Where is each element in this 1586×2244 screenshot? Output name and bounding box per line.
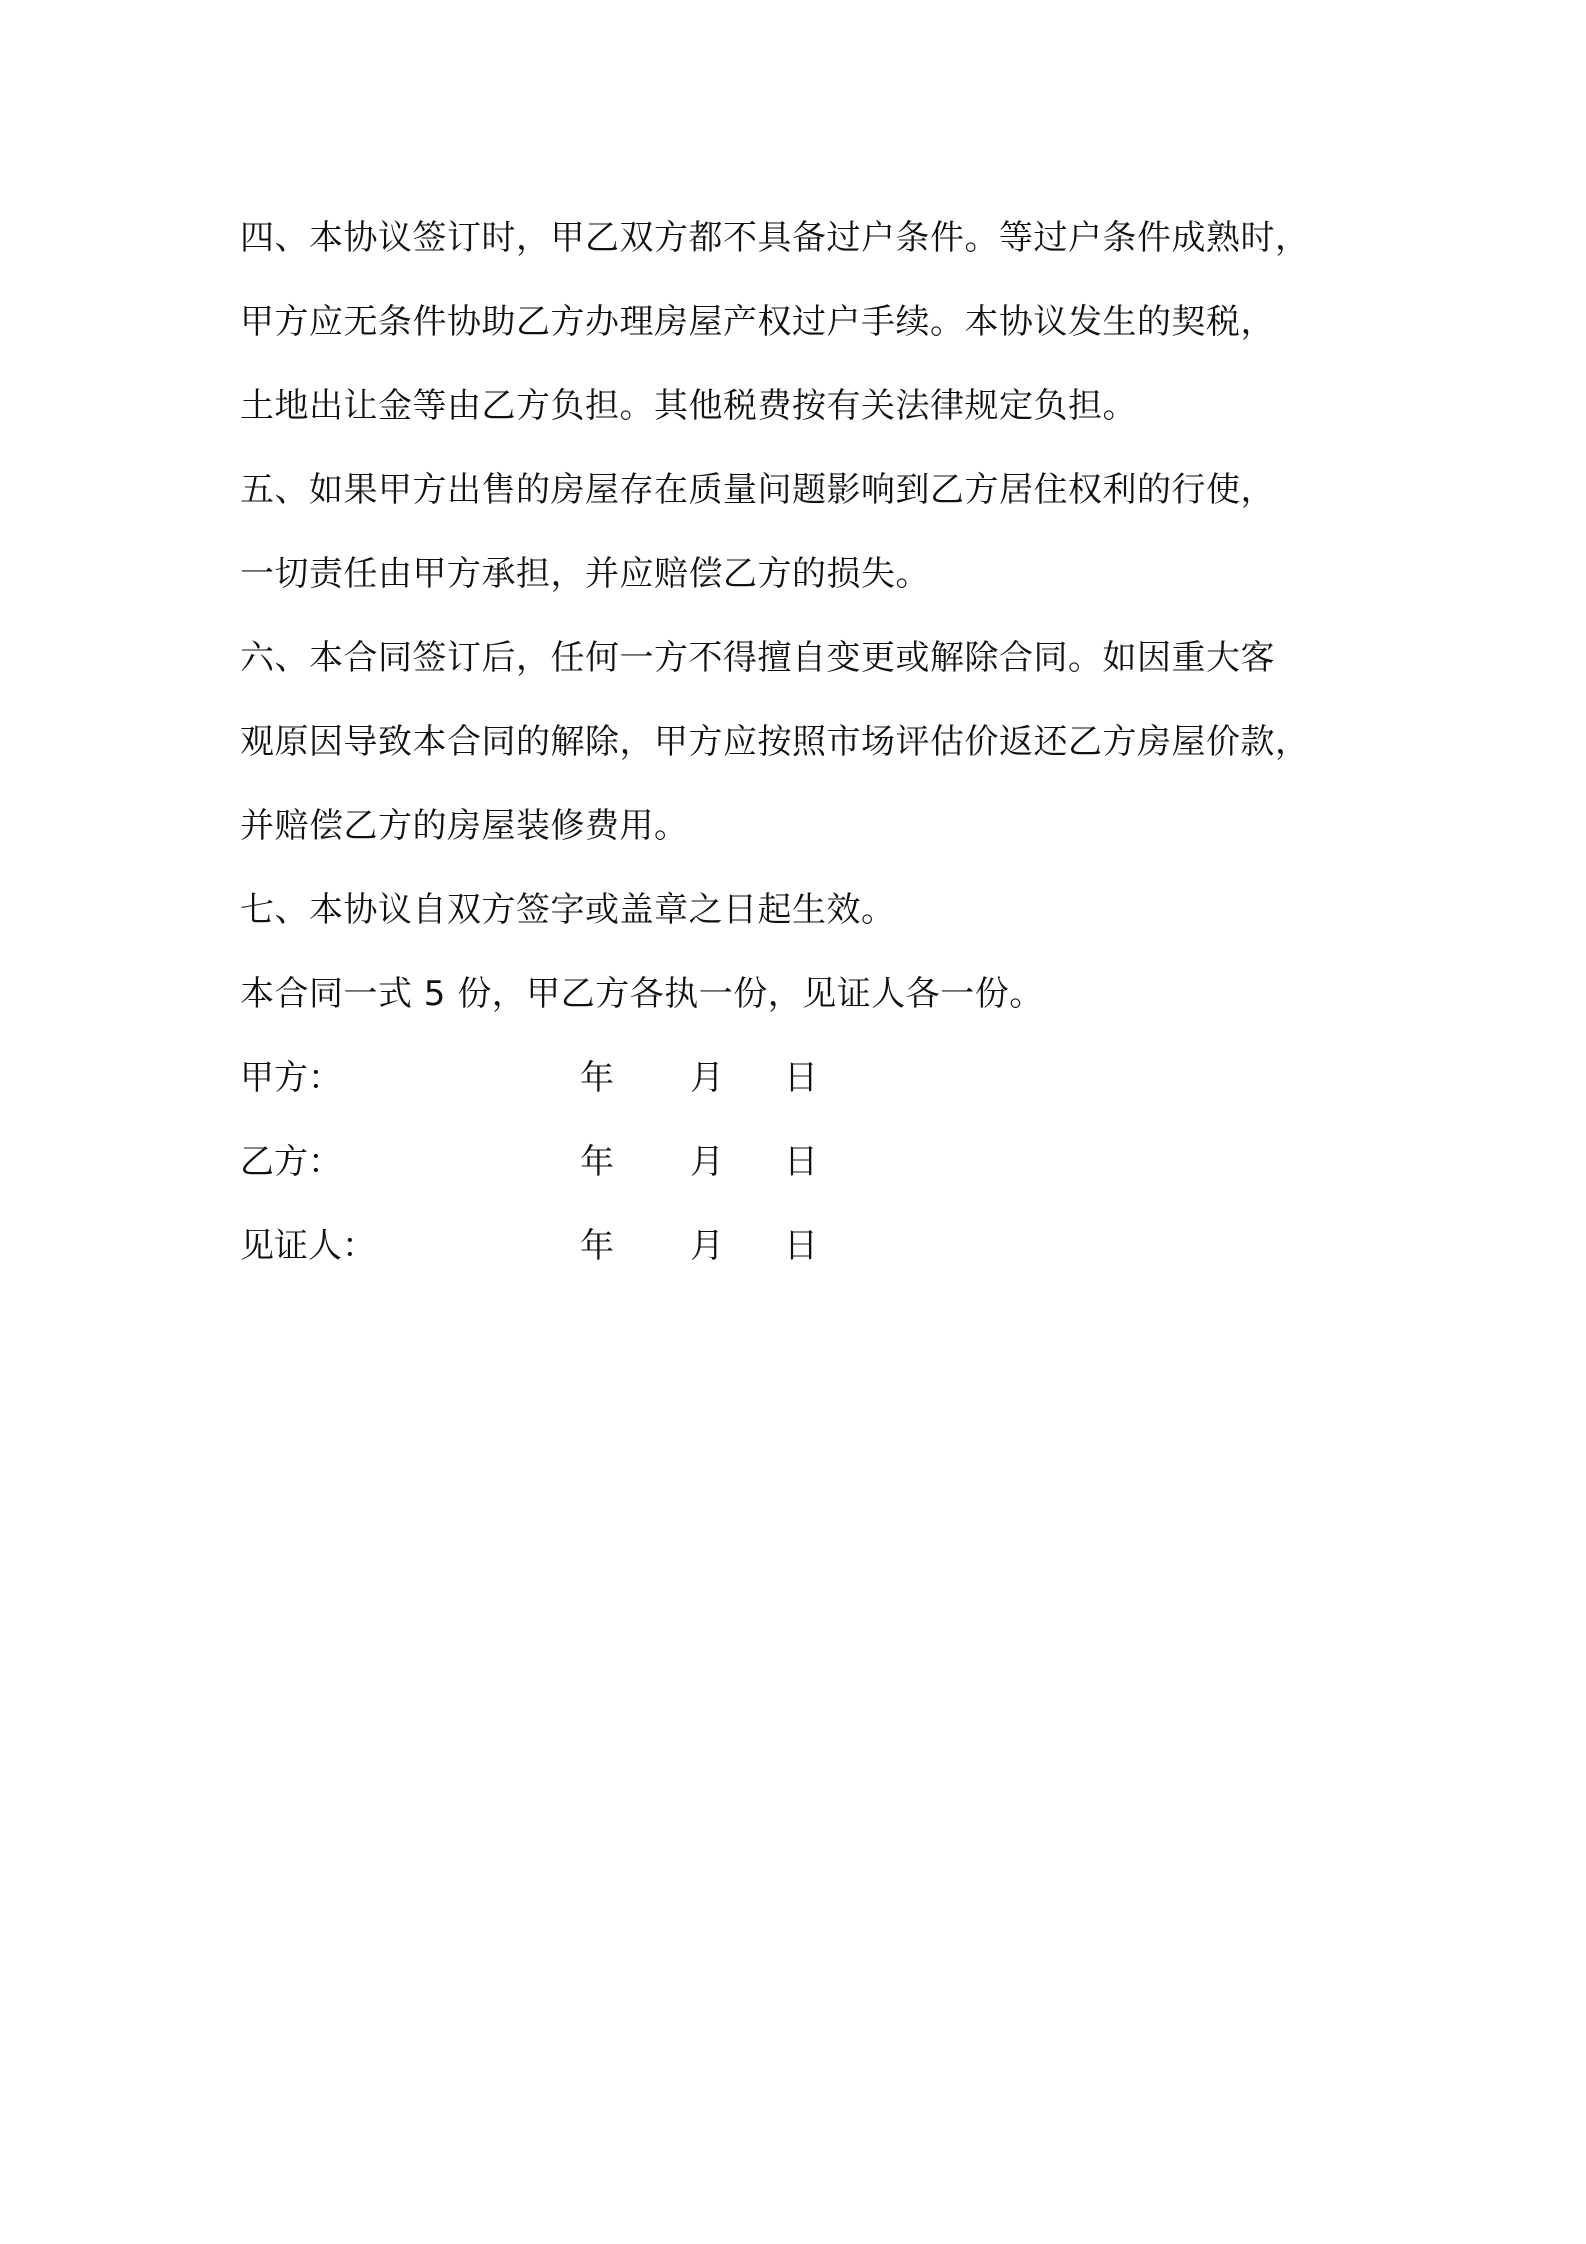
signature-day: 日	[784, 1226, 818, 1266]
clause-4-line-1: 四、本协议签订时，甲乙双方都不具备过户条件。等过户条件成熟时，	[240, 218, 1310, 258]
signature-year: 年	[580, 1226, 614, 1266]
signature-day: 日	[784, 1142, 818, 1182]
clause-6-line-2: 观原因导致本合同的解除，甲方应按照市场评估价返还乙方房屋价款，	[240, 722, 1310, 762]
document-body	[240, 196, 1370, 1288]
signature-year: 年	[580, 1142, 614, 1182]
signature-row-party-b	[240, 1120, 1370, 1204]
clause-4-line-3: 土地出让金等由乙方负担。其他税费按有关法律规定负担。	[240, 386, 1137, 426]
signature-month: 月	[690, 1226, 724, 1266]
clause-6-line-3: 并赔偿乙方的房屋装修费用。	[240, 806, 689, 846]
signature-row-party-a	[240, 1036, 1370, 1120]
signature-label: 甲方：	[240, 1058, 342, 1098]
signature-label: 见证人：	[240, 1226, 376, 1266]
signature-month: 月	[690, 1058, 724, 1098]
signature-label: 乙方：	[240, 1142, 342, 1182]
clause-7-line: 七、本协议自双方签字或盖章之日起生效。	[240, 890, 896, 930]
clause-5-line-2: 一切责任由甲方承担，并应赔偿乙方的损失。	[240, 554, 930, 594]
signature-year: 年	[580, 1058, 614, 1098]
signature-month: 月	[690, 1142, 724, 1182]
clause-6-line-1: 六、本合同签订后，任何一方不得擅自变更或解除合同。如因重大客	[240, 638, 1275, 678]
signature-day: 日	[784, 1058, 818, 1098]
copies-statement: 本合同一式 5 份，甲乙方各执一份，见证人各一份。	[240, 974, 1044, 1014]
clause-5-line-1: 五、如果甲方出售的房屋存在质量问题影响到乙方居住权利的行使，	[240, 470, 1275, 510]
signature-row-witness	[240, 1204, 1370, 1288]
clause-4-line-2: 甲方应无条件协助乙方办理房屋产权过户手续。本协议发生的契税，	[240, 302, 1275, 342]
